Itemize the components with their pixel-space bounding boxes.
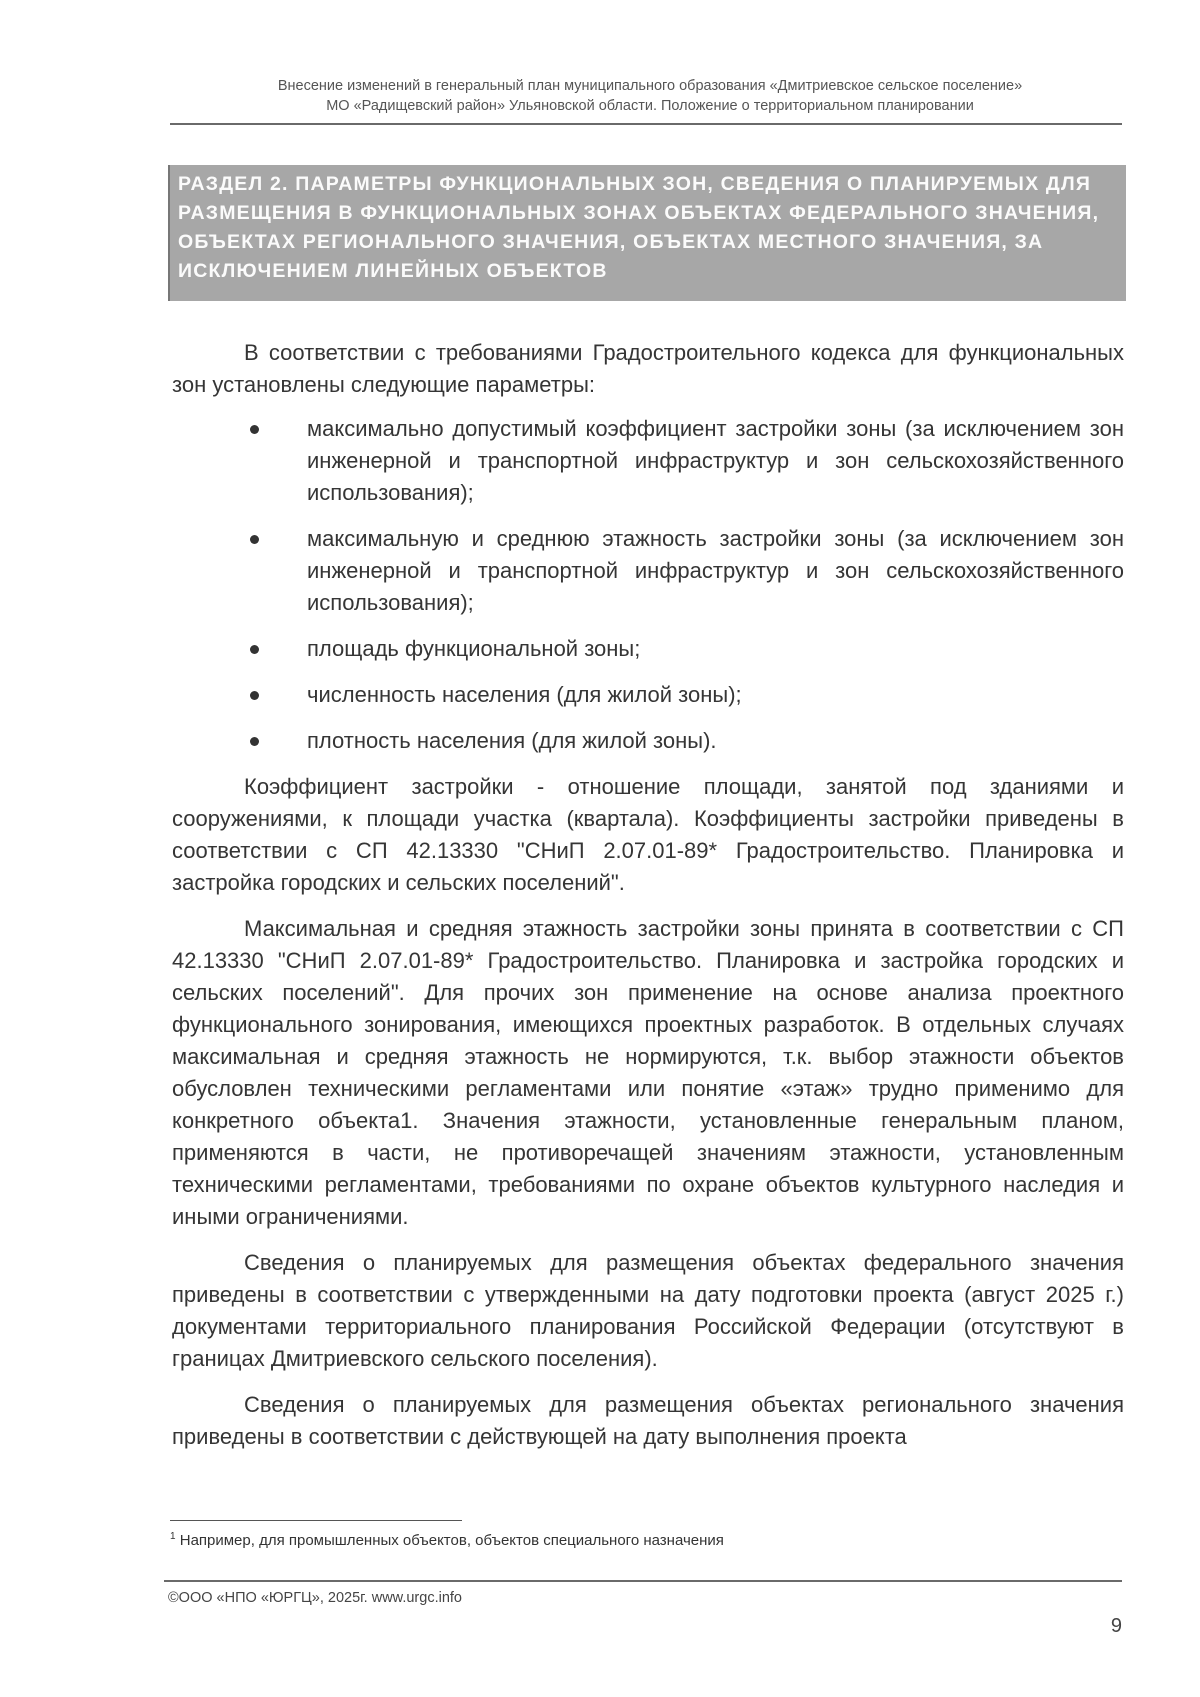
- list-item: [172, 725, 1124, 757]
- section-title: РАЗДЕЛ 2. ПАРАМЕТРЫ ФУНКЦИОНАЛЬНЫХ ЗОН, СВЕДЕНИЯ О ПЛАНИРУЕМЫХ ДЛЯ РАЗМЕЩЕНИЯ В ФУНКЦИОНАЛЬНЫХ ЗОНАХ ОБЪЕКТАХ ФЕДЕРАЛЬНОГО ЗНАЧЕНИЯ, ОБЪЕКТАХ РЕГИОНАЛЬНОГО ЗНАЧЕНИЯ, ОБЪЕКТАХ МЕСТНОГО ЗНАЧЕНИЯ, ЗА ИСКЛЮЧЕНИЕМ ЛИНЕЙНЫХ ОБЪЕКТОВ: [178, 173, 1100, 282]
- intro-paragraph: В соответствии с требованиями Градостроительного кодекса для функциональных зон установлены следующие параметры:: [172, 340, 1124, 397]
- header-line-1: Внесение изменений в генеральный план муниципального образования «Дмитриевское сельское поселение»: [277, 78, 1023, 94]
- coefficient-paragraph: Коэффициент застройки - отношение площади, занятой под зданиями и сооружениями, к площади участка (квартала). Коэффициенты застройки приведены в соответствии с СП 42.13330 "СНиП 2.07.01-89* Градостроительство. Планировка и застройка городских и сельских поселений".: [172, 774, 1124, 895]
- page-number: 9: [1110, 1615, 1122, 1637]
- parameters-list: [172, 413, 1124, 757]
- bullet-icon: [250, 425, 259, 434]
- bullet-icon: [250, 691, 259, 700]
- list-item-text: численность населения (для жилой зоны);: [307, 682, 742, 707]
- footnote-divider: [170, 1520, 462, 1521]
- header-line-2: МО «Радищевский район» Ульяновской области. Положение о территориальном планировании: [326, 98, 974, 114]
- floors-paragraph: Максимальная и средняя этажность застройки зоны принята в соответствии с СП 42.13330 "СНиП 2.07.01-89* Градостроительство. Планировка и застройка городских и сельских поселений". Для прочих зон применение на основе анализа проектного функционального зонирования, имеющихся проектных разработок. В отдельных случаях максимальная и средняя этажность не нормируются, т.к. выбор этажности объектов обусловлен техническими регламентами или понятие «этаж» трудно применимо для конкретного объекта1. Значения этажности, установленные генеральным планом, применяются в части, не противоречащей значениям этажности, установленным техническими регламентами, требованиями по охране объектов культурного наследия и иными ограничениями.: [172, 916, 1124, 1229]
- bullet-icon: [250, 645, 259, 654]
- section-heading-box: [168, 165, 1126, 301]
- list-item-text: площадь функциональной зоны;: [307, 636, 641, 661]
- footnote: [170, 1531, 1120, 1551]
- footer-divider: [164, 1580, 1122, 1582]
- footnote-text: Например, для промышленных объектов, объектов специального назначения: [175, 1532, 724, 1549]
- regional-objects-paragraph: Сведения о планируемых для размещения объектах регионального значения приведены в соответствии с действующей на дату выполнения проекта: [172, 1392, 1124, 1449]
- list-item-text: плотность населения (для жилой зоны).: [307, 728, 717, 753]
- body-text: [172, 337, 1124, 1467]
- list-item-text: максимально допустимый коэффициент застройки зоны (за исключением зон инженерной и транспортной инфраструктур и зон сельскохозяйственного использования);: [307, 416, 1124, 505]
- list-item-text: максимальную и среднюю этажность застройки зоны (за исключением зон инженерной и транспортной инфраструктур и зон сельскохозяйственного использования);: [307, 526, 1124, 615]
- list-item: [172, 523, 1124, 619]
- federal-objects-paragraph: Сведения о планируемых для размещения объектах федерального значения приведены в соответствии с утвержденными на дату подготовки проекта (август 2025 г.) документами территориального планирования Российской Федерации (отсутствуют в границах Дмитриевского сельского поселения).: [172, 1250, 1124, 1371]
- header-divider: [170, 123, 1122, 125]
- bullet-icon: [250, 737, 259, 746]
- list-item: [172, 679, 1124, 711]
- list-item: [172, 413, 1124, 509]
- footnote-mark: 1: [170, 1531, 176, 1542]
- list-item: [172, 633, 1124, 665]
- footer-copyright: ©ООО «НПО «ЮРГЦ», 2025г. www.urgc.info: [168, 1590, 462, 1606]
- running-header: [180, 76, 1120, 116]
- bullet-icon: [250, 535, 259, 544]
